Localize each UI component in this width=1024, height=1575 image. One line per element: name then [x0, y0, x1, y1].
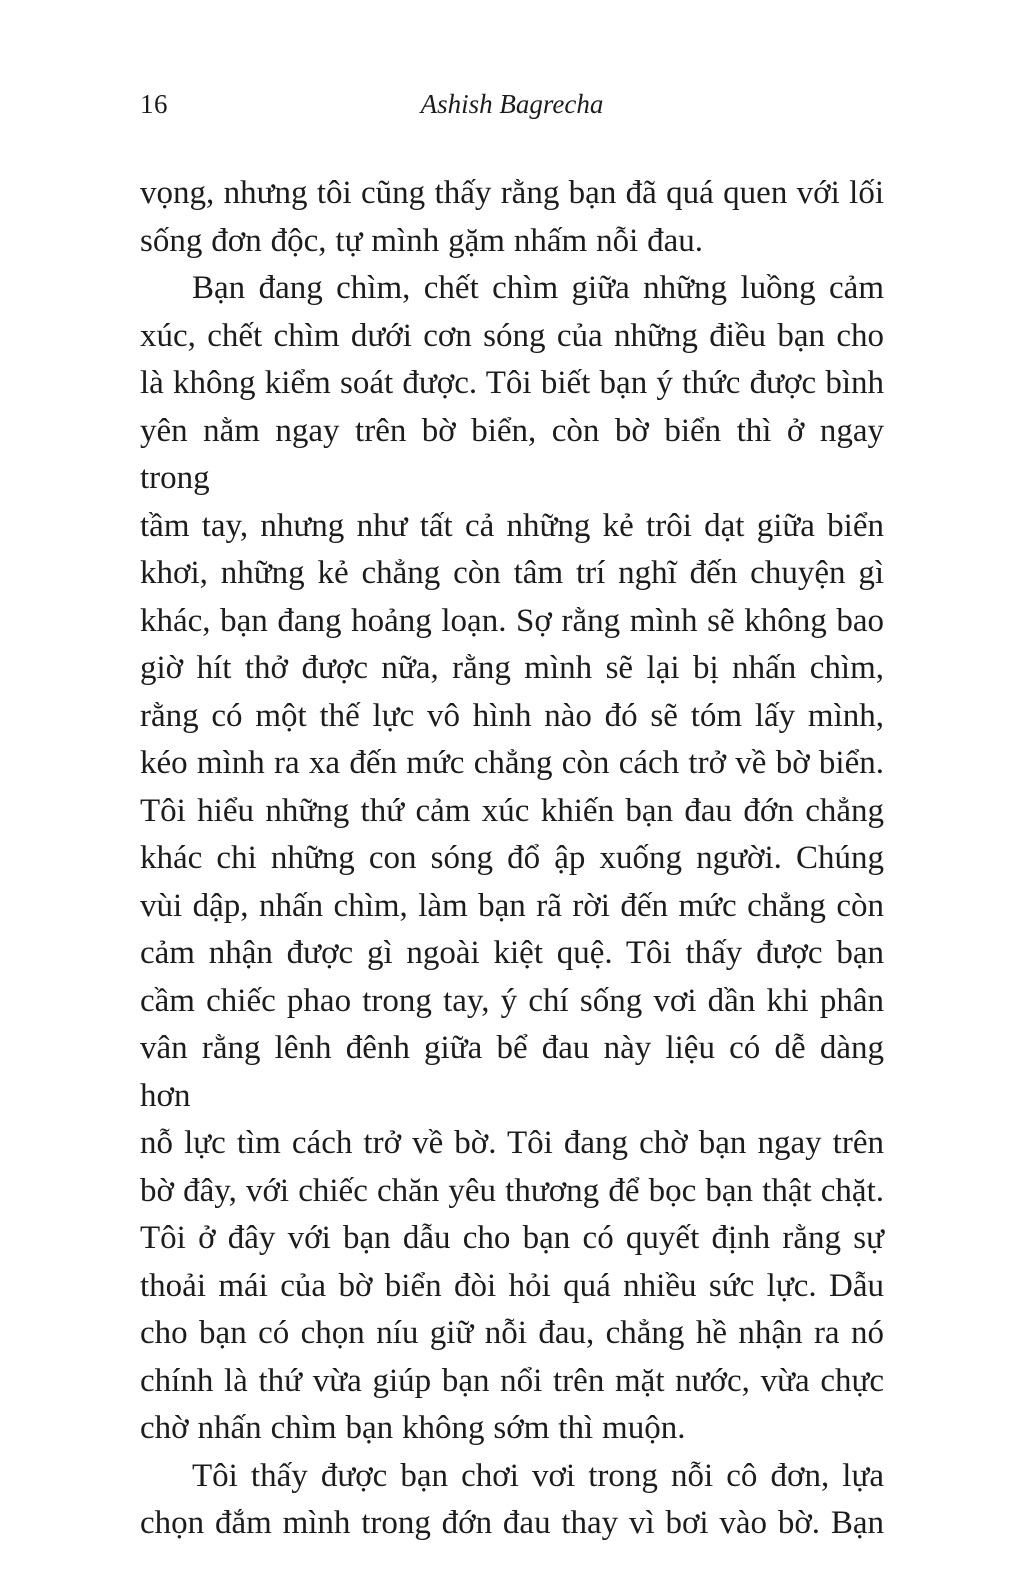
text-line: cầm chiếc phao trong tay, ý chí sống vơi dần khi phân [140, 982, 884, 1019]
text-line: Bạn đang chìm, chết chìm giữa những luồng cảm [192, 270, 884, 306]
text-line: cho bạn có chọn níu giữ nỗi đau, chẳng hề nhận ra nó [140, 1315, 884, 1351]
text-line: chờ nhấn chìm bạn không sớm thì muộn. [140, 1410, 686, 1446]
text-line: chính là thứ vừa giúp bạn nổi trên mặt nước, vừa chực [140, 1362, 884, 1399]
text-line: xúc, chết chìm dưới cơn sóng của những điều bạn cho [140, 317, 884, 354]
text-line: yên nằm ngay trên bờ biển, còn bờ biển thì ở ngay trong [140, 412, 884, 496]
text-line: chọn đắm mình trong đớn đau thay vì bơi vào bờ. Bạn [140, 1505, 884, 1541]
text-line: khơi, những kẻ chẳng còn tâm trí nghĩ đến chuyện gì [140, 555, 884, 591]
text-line: bờ đây, với chiếc chăn yêu thương để bọc bạn thật chặt. [140, 1172, 884, 1209]
page-number: 16 [140, 89, 168, 119]
text-line: vọng, nhưng tôi cũng thấy rằng bạn đã quá quen với lối [140, 175, 884, 211]
text-line: nỗ lực tìm cách trở về bờ. Tôi đang chờ bạn ngay trên [140, 1125, 884, 1161]
running-header [140, 84, 884, 124]
text-line: vân rằng lênh đênh giữa bể đau này liệu có dễ dàng hơn [140, 1030, 884, 1114]
text-line: rằng có một thế lực vô hình nào đó sẽ tóm lấy mình, [140, 697, 884, 734]
text-line: tầm tay, nhưng như tất cả những kẻ trôi dạt giữa biển [140, 507, 884, 544]
text-line: giờ hít thở được nữa, rằng mình sẽ lại bị nhấn chìm, [140, 650, 884, 686]
text-line: sống đơn độc, tự mình gặm nhấm nỗi đau. [140, 222, 704, 259]
text-line: Tôi thấy được bạn chơi vơi trong nỗi cô đơn, lựa [192, 1457, 884, 1494]
text-line: Tôi hiểu những thứ cảm xúc khiến bạn đau đớn chẳng [140, 792, 884, 829]
running-head-author: Ashish Bagrecha [420, 89, 604, 119]
text-line: khác chi những con sóng đổ ập xuống người. Chúng [140, 840, 884, 876]
text-line: vùi dập, nhấn chìm, làm bạn rã rời đến mức chẳng còn [140, 887, 884, 924]
text-line: Tôi ở đây với bạn dẫu cho bạn có quyết định rằng sự [140, 1220, 884, 1256]
text-line: thoải mái của bờ biển đòi hỏi quá nhiều sức lực. Dẫu [140, 1267, 884, 1304]
text-line: kéo mình ra xa đến mức chẳng còn cách trở về bờ biển. [140, 745, 884, 781]
text-line: cảm nhận được gì ngoài kiệt quệ. Tôi thấy được bạn [140, 935, 884, 971]
body-text [140, 170, 884, 1548]
text-line: là không kiểm soát được. Tôi biết bạn ý thức được bình [140, 365, 884, 401]
text-line: khác, bạn đang hoảng loạn. Sợ rằng mình sẽ không bao [140, 602, 884, 639]
